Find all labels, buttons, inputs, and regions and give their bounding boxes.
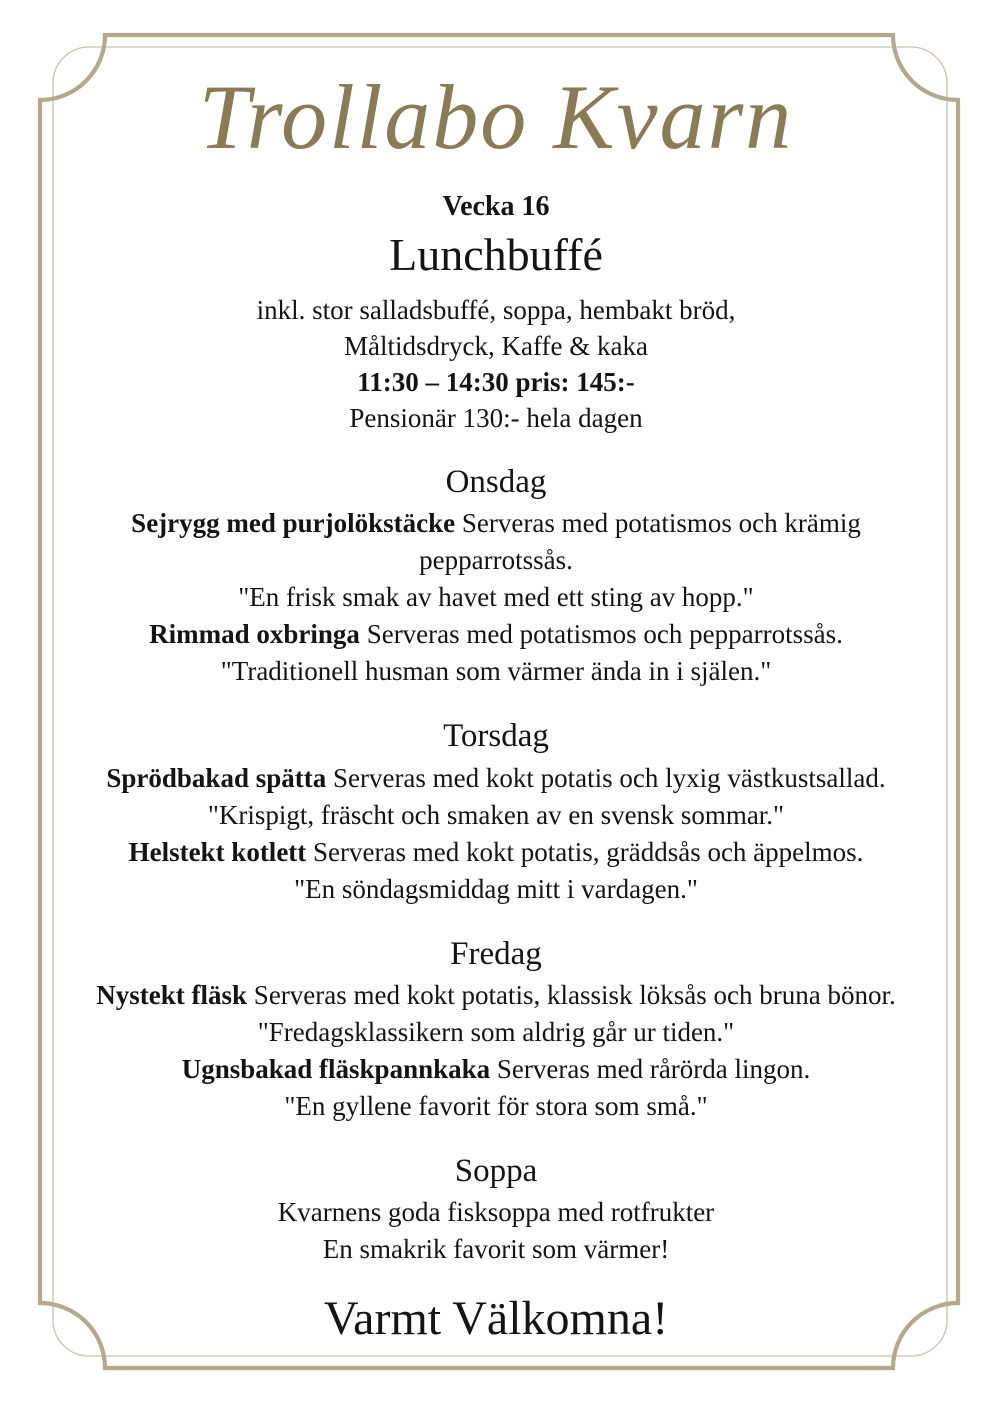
- buffet-info: [58, 292, 934, 436]
- menu-item: [58, 977, 934, 1051]
- day-heading: Fredag: [450, 935, 542, 972]
- section-fredag: [58, 934, 934, 1125]
- dish-name: Helstekt kotlett: [128, 836, 307, 867]
- menu-item: [58, 834, 934, 871]
- dish-quote: "En gyllene favorit för stora som små.": [284, 1090, 708, 1121]
- section-torsdag: [58, 716, 934, 907]
- dish-description: Serveras med rårörda lingon.: [496, 1053, 811, 1084]
- dish-description: Serveras med kokt potatis, gräddsås och äppelmos.: [313, 836, 864, 867]
- dish-name: Sprödbakad spätta: [106, 762, 327, 793]
- menu-item: [58, 505, 934, 579]
- pensioner-price-line: Pensionär 130:- hela dagen: [349, 403, 643, 434]
- restaurant-title: Trollabo Kvarn: [198, 66, 794, 168]
- dish-description: Serveras med potatismos och krämig pepparrotssås.: [419, 508, 861, 576]
- week-label: Vecka 16: [442, 190, 550, 222]
- hours-price-line: 11:30 – 14:30 pris: 145:-: [357, 367, 635, 398]
- dish-name: Ugnsbakad fläskpannkaka: [181, 1053, 491, 1084]
- day-heading: Torsdag: [443, 718, 549, 755]
- dish-quote: "Traditionell husman som värmer ända in i själen.": [220, 656, 772, 687]
- includes-line-2: Måltidsdryck, Kaffe & kaka: [344, 331, 648, 362]
- section-soppa: [58, 1151, 934, 1268]
- day-heading: Onsdag: [445, 464, 547, 501]
- dish-name: Sejrygg med purjolökstäcke: [131, 508, 456, 539]
- day-heading: Soppa: [454, 1152, 538, 1189]
- menu-item: [58, 1051, 934, 1088]
- soup-tagline: En smakrik favorit som värmer!: [322, 1234, 670, 1265]
- menu-item: [58, 616, 934, 653]
- includes-line-1: inkl. stor salladsbuffé, soppa, hembakt bröd,: [256, 295, 736, 326]
- section-onsdag: [58, 462, 934, 690]
- dish-quote: "En frisk smak av havet med ett sting av hopp.": [238, 582, 754, 613]
- dish-name: Rimmad oxbringa: [149, 619, 360, 650]
- soup-description: Kvarnens goda fisksoppa med rotfrukter: [277, 1197, 715, 1228]
- menu-item: [58, 760, 934, 834]
- dish-quote: "En söndagsmiddag mitt i vardagen.": [294, 873, 698, 904]
- closing-message: Varmt Välkomna!: [323, 1292, 669, 1346]
- dish-description: Serveras med kokt potatis, klassisk löksås och bruna bönor. "Fredagsklassikern som aldrig går ur tiden.": [253, 979, 896, 1047]
- dish-description: Serveras med potatismos och pepparrotssås.: [366, 619, 843, 650]
- dish-name: Nystekt fläsk: [96, 979, 248, 1010]
- dish-description: Serveras med kokt potatis och lyxig västkustsallad. "Krispigt, fräscht och smaken av en svensk sommar.": [207, 762, 886, 830]
- buffet-title: Lunchbuffé: [389, 229, 603, 281]
